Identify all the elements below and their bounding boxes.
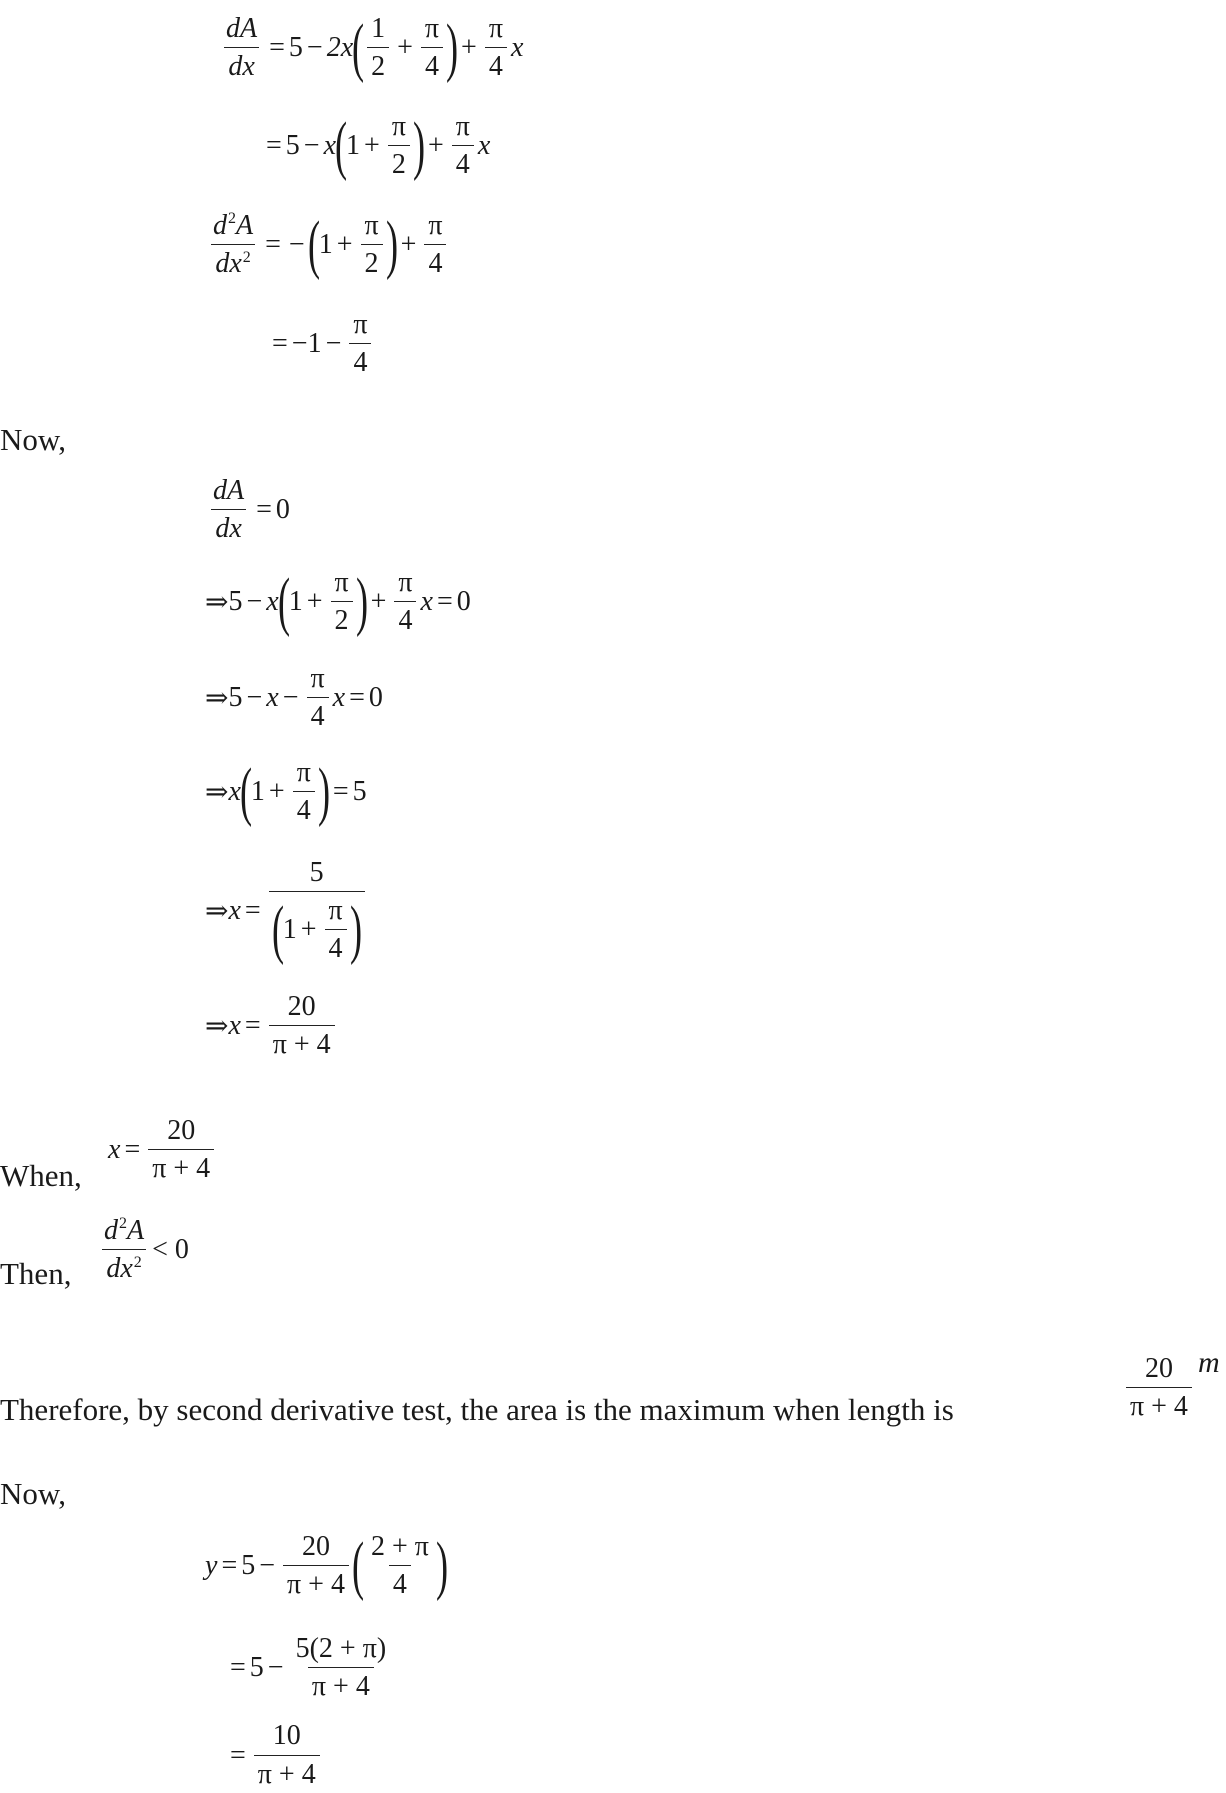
y-step-3: = $\frac{10}{\pi + 4}$ bbox=[226, 1718, 324, 1793]
implication-3: ⇒ x ( 1 + $\frac{\pi}{4}$ ) = 5 bbox=[205, 755, 367, 828]
when-label: When, bbox=[0, 1158, 82, 1193]
equation-step-2: = 5 − x ( 1 + $\frac{\pi}{2}$ ) + $\frac{\pi}{4}$ x bbox=[266, 109, 491, 182]
equation-step-4: = −1 − $\frac{\pi}{4}$ bbox=[268, 306, 376, 382]
implication-2: ⇒ 5 − x − $\frac{\pi}{4}$ x = 0 bbox=[205, 662, 383, 732]
therefore-fraction: 20 π + 4 m bbox=[1122, 1346, 1220, 1430]
then-label: Then, bbox=[0, 1256, 72, 1291]
now-label-1: Now, bbox=[0, 422, 67, 457]
now-label-2: Now, bbox=[0, 1476, 67, 1511]
implication-1: ⇒ 5 − x ( 1 + $\frac{\pi}{2}$ ) + $\frac{\pi}{4}$ x = 0 bbox=[205, 565, 471, 638]
equation-second-derivative: $\frac{d^2A}{dx^2}$ = − ( 1 + $\frac{\pi}{2}$ ) + $\frac{\pi}{4}$ bbox=[205, 204, 451, 286]
then-equation: $d^2A$ $dx^2$ < 0 bbox=[104, 1214, 189, 1284]
therefore-sentence: Therefore, by second derivative test, the area is the maximum when length is bbox=[0, 1392, 954, 1427]
fraction-d2A-dx2: $\frac{d^2A}{dx^2}$ bbox=[213, 209, 254, 279]
implication-4: ⇒ x = 5 ( 1 + $\frac{\pi}{4}$ ) bbox=[205, 848, 369, 974]
equation-set-zero: $\frac{dA}{dx}$ = 0 bbox=[213, 474, 290, 544]
unit-m: m bbox=[1197, 1346, 1220, 1379]
fraction-dA-dx: $\frac{dA}{dx}$ bbox=[226, 12, 258, 82]
when-equation: x = $\frac{20}{\pi + 4}$ bbox=[108, 1112, 218, 1188]
y-equation: y = 5 − $\frac{20}{\pi + 4}$ ( 2 + π 4 ) bbox=[205, 1529, 448, 1602]
y-step-2: = 5 − $\frac{5(2 + \pi)}{\pi + 4}$ bbox=[230, 1632, 387, 1702]
equation-dA-dx: $\frac{dA}{dx}$ = 5 − 2x ( 1 2 + $\frac{\pi}{4}$ ) + $\frac{\pi}{4}$ x bbox=[218, 8, 523, 88]
implication-5: ⇒ x = $\frac{20}{\pi + 4}$ bbox=[205, 988, 339, 1064]
